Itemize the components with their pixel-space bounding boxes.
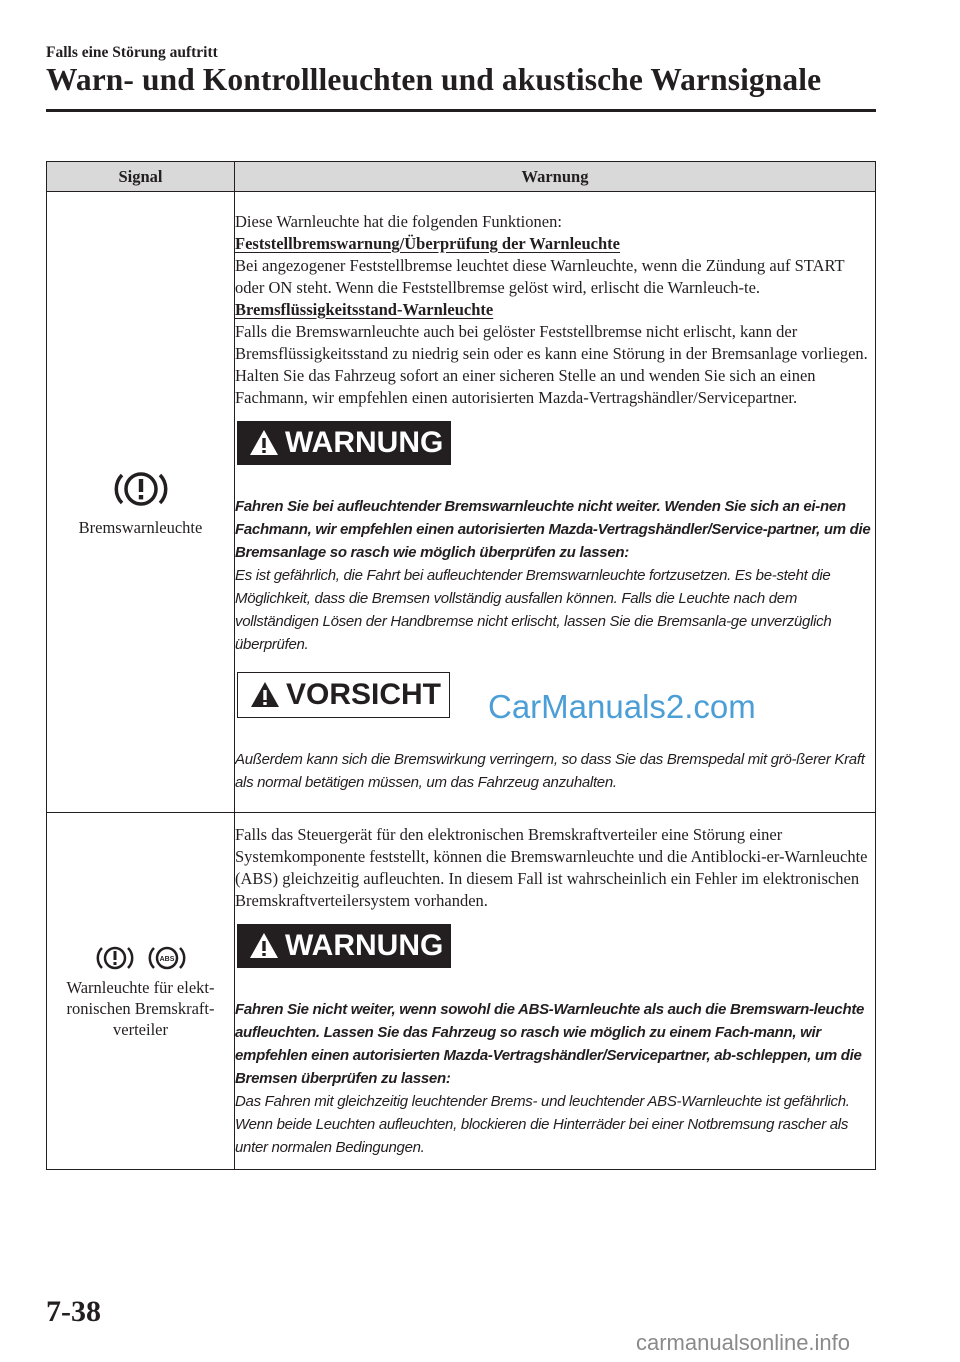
- abs-icon-text: ABS: [159, 955, 174, 963]
- parking-brake-text: Bei angezogener Feststellbremse leuchtet diese Warnleuchte, wenn die Zündung auf START oder ON steht. Wenn die Feststellbremse gelöst wird, erlischt die Warnleuch-te.: [235, 255, 845, 297]
- title-rule: [46, 109, 876, 112]
- brake-warning-icon: [112, 467, 170, 511]
- caution-label: VORSICHT: [286, 677, 442, 711]
- subheading-parking-brake: Feststellbremswarnung/Überprüfung der Warnleuchte: [235, 233, 621, 253]
- warning-bold-text: Fahren Sie nicht weiter, wenn sowohl die ABS-Warnleuchte als auch die Bremswarn-leuchte aufleuchten. Lassen Sie das Fahrzeug so rasch wie möglich zu einem Fach-mann, wir empfehlen einen autorisierten Mazda-Vertragshändler/Servicepartner, ab-schleppen, um die Bremsen überprüfen zu lassen:: [235, 1000, 865, 1087]
- page-title: Warn- und Kontrollleuchten und akustische Warnsignale: [46, 62, 822, 97]
- warning-badge: [237, 924, 451, 968]
- caution-badge: [237, 672, 450, 718]
- signal-cell: [47, 192, 235, 813]
- warning-triangle-icon: [249, 932, 279, 959]
- signal-label: Bremswarnleuchte: [78, 517, 203, 537]
- brake-warning-icon: [95, 943, 135, 973]
- warning-table: [46, 161, 876, 1170]
- caution-text: Außerdem kann sich die Bremswirkung verringern, so dass Sie das Bremspedal mit grö-ßerer Kraft als normal betätigen müssen, um das Fahrzeug anzuhalten.: [235, 750, 865, 791]
- header-warning: Warnung: [235, 162, 876, 192]
- warning-bold-text: Fahren Sie bei aufleuchtender Bremswarnleuchte nicht weiter. Wenden Sie sich an ei-nen Fachmann, wir empfehlen einen autorisierten Mazda-Vertragshändler/Service-partner, um die Bremsanlage so rasch wie möglich überprüfen zu lassen:: [235, 497, 871, 561]
- warning-text: Das Fahren mit gleichzeitig leuchtender Brems- und leuchtender ABS-Warnleuchte ist gefährlich.: [235, 1092, 850, 1110]
- warning-label: WARNUNG: [285, 928, 444, 962]
- ebd-text: Falls das Steuergerät für den elektronischen Bremskraftverteiler eine Störung einer Systemkomponente feststellt, können die Bremswarnleuchte und die Antiblocki-er-Warnleuchte (ABS) gleichzeitig aufleuchten. In diesem Fall ist wahrscheinlich ein Fehler im elektronischen Bremskraftverteilersystem vorhanden.: [235, 824, 868, 910]
- signal-label: Warnleuchte für elekt-ronischen Bremskraft-verteiler: [66, 977, 215, 1039]
- page-number: 7-38: [46, 1295, 101, 1328]
- table-row: [47, 813, 876, 1170]
- warning-triangle-icon: [249, 429, 279, 456]
- watermark: CarManuals2.com: [488, 688, 756, 725]
- abs-warning-icon: [147, 943, 187, 973]
- brake-fluid-text: Falls die Bremswarnleuchte auch bei gelöster Feststellbremse nicht erlischt, kann der Bremsflüssigkeitsstand zu niedrig sein oder es kann eine Störung in der Bremsanlage vorliegen. Halten Sie das Fahrzeug sofort an einer sicheren Stelle an und wenden Sie sich an einen Fachmann, wir empfehlen einen autorisierten Mazda-Vertragshändler/Servicepartner.: [235, 321, 868, 407]
- section-label: Falls eine Störung auftritt: [46, 44, 218, 61]
- header-signal: Signal: [47, 162, 235, 192]
- intro-text: Diese Warnleuchte hat die folgenden Funktionen:: [235, 211, 562, 231]
- warning-text: Wenn beide Leuchten aufleuchten, blockieren die Hinterräder bei einer Notbremsung rascher als unter normalen Bedingungen.: [235, 1115, 849, 1156]
- warning-badge: [237, 421, 451, 465]
- warning-cell: [235, 813, 876, 1170]
- signal-cell: [47, 813, 235, 1170]
- watermark: carmanualsonline.info: [636, 1330, 851, 1355]
- warning-text: Es ist gefährlich, die Fahrt bei aufleuchtender Bremswarnleuchte fortzusetzen. Es be-steht die Möglichkeit, dass die Bremsen vollständig ausfallen können. Falls die Leuchte nach dem vollständigen Lösen der Handbremse nicht erlischt, lassen Sie die Bremsanla-ge unverzüglich überprüfen.: [235, 566, 832, 653]
- subheading-brake-fluid: Bremsflüssigkeitsstand-Warnleuchte: [235, 299, 494, 319]
- warning-label: WARNUNG: [285, 425, 444, 459]
- table-header-row: [47, 162, 876, 192]
- warning-triangle-icon: [250, 681, 280, 708]
